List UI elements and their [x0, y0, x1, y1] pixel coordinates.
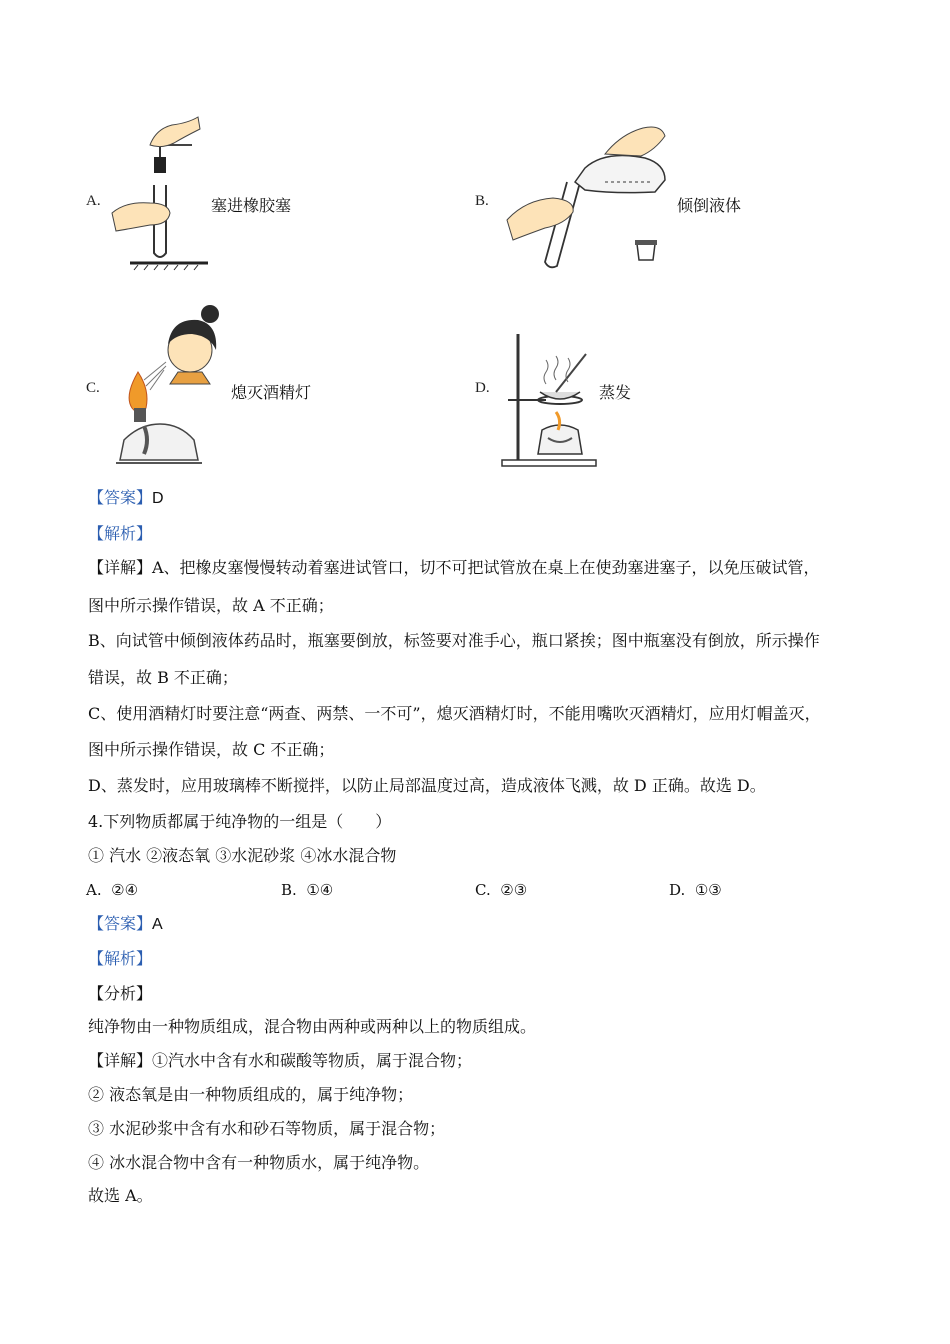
answer-value: D — [152, 490, 164, 507]
q4-items: ① 汽水 ②液态氧 ③水泥砂浆 ④冰水混合物 — [88, 846, 397, 865]
answer-label: 【答案】 — [88, 914, 153, 933]
q3-detail-line: D、蒸发时，应用玻璃棒不断搅拌，以防止局部温度过高，造成液体飞溅，故 D 正确。故选 D。 — [88, 776, 766, 795]
q4-detail-line: 故选 A。 — [88, 1186, 153, 1205]
q4-answer — [88, 914, 163, 935]
option-d-letter: D. — [475, 380, 490, 396]
section-label: 【分析】 — [88, 984, 153, 1003]
q3-detail-line: 图中所示操作错误，故 C 不正确； — [88, 740, 335, 759]
q4-choice-d: D. ①③ — [669, 881, 722, 899]
answer-value: A — [152, 916, 163, 933]
q3-detail-line: 错误，故 B 不正确； — [88, 668, 238, 687]
option-c-letter: C. — [86, 380, 100, 396]
q3-detail-line: 图中所示操作错误，故 A 不正确； — [88, 596, 334, 615]
q4-choice-c: C. ②③ — [475, 881, 528, 899]
q3-detail-line: B、向试管中倾倒液体药品时，瓶塞要倒放，标签要对准手心，瓶口紧挨；图中瓶塞没有倒放，所示操作 — [88, 631, 820, 650]
option-a-letter: A. — [86, 193, 101, 209]
q4-detail-line: ② 液态氧是由一种物质组成的，属于纯净物； — [88, 1085, 414, 1104]
q4-detail-line: 【详解】①汽水中含有水和碳酸等物质，属于混合物； — [88, 1051, 473, 1070]
stopper-insert-illustration — [110, 115, 210, 270]
q3-detail-line: C、使用酒精灯时要注意“两查、两禁、一不可”，熄灭酒精灯时，不能用嘴吹灭酒精灯，应用灯帽盖灭， — [88, 704, 821, 723]
pouring-liquid-illustration — [505, 120, 675, 270]
q4-detail-line: ③ 水泥砂浆中含有水和砂石等物质，属于混合物； — [88, 1119, 446, 1138]
q4-question: 4.下列物质都属于纯净物的一组是（ ） — [88, 812, 392, 831]
option-b-caption: 倾倒液体 — [677, 196, 742, 215]
q4-choice-b: B. ①④ — [281, 881, 334, 899]
q4-choice-a: A. ②④ — [86, 881, 139, 899]
option-d-caption: 蒸发 — [599, 383, 632, 402]
answer-label: 【答案】 — [88, 488, 153, 507]
option-c-caption: 熄灭酒精灯 — [231, 383, 312, 402]
q3-answer — [88, 488, 164, 509]
q3-detail-line: 【详解】A、把橡皮塞慢慢转动着塞进试管口，切不可把试管放在桌上在使劲塞进塞子，以免压破试管， — [88, 558, 820, 577]
option-a-caption: 塞进橡胶塞 — [211, 196, 292, 215]
analysis-label: 【解析】 — [88, 949, 153, 968]
q4-detail-line: ④ 冰水混合物中含有一种物质水，属于纯净物。 — [88, 1153, 430, 1172]
analysis-text: 纯净物由一种物质组成，混合物由两种或两种以上的物质组成。 — [88, 1017, 537, 1036]
analysis-label: 【解析】 — [88, 524, 153, 543]
evaporation-illustration — [500, 330, 600, 470]
blowing-out-lamp-illustration — [110, 300, 230, 470]
option-b-letter: B. — [475, 193, 489, 209]
